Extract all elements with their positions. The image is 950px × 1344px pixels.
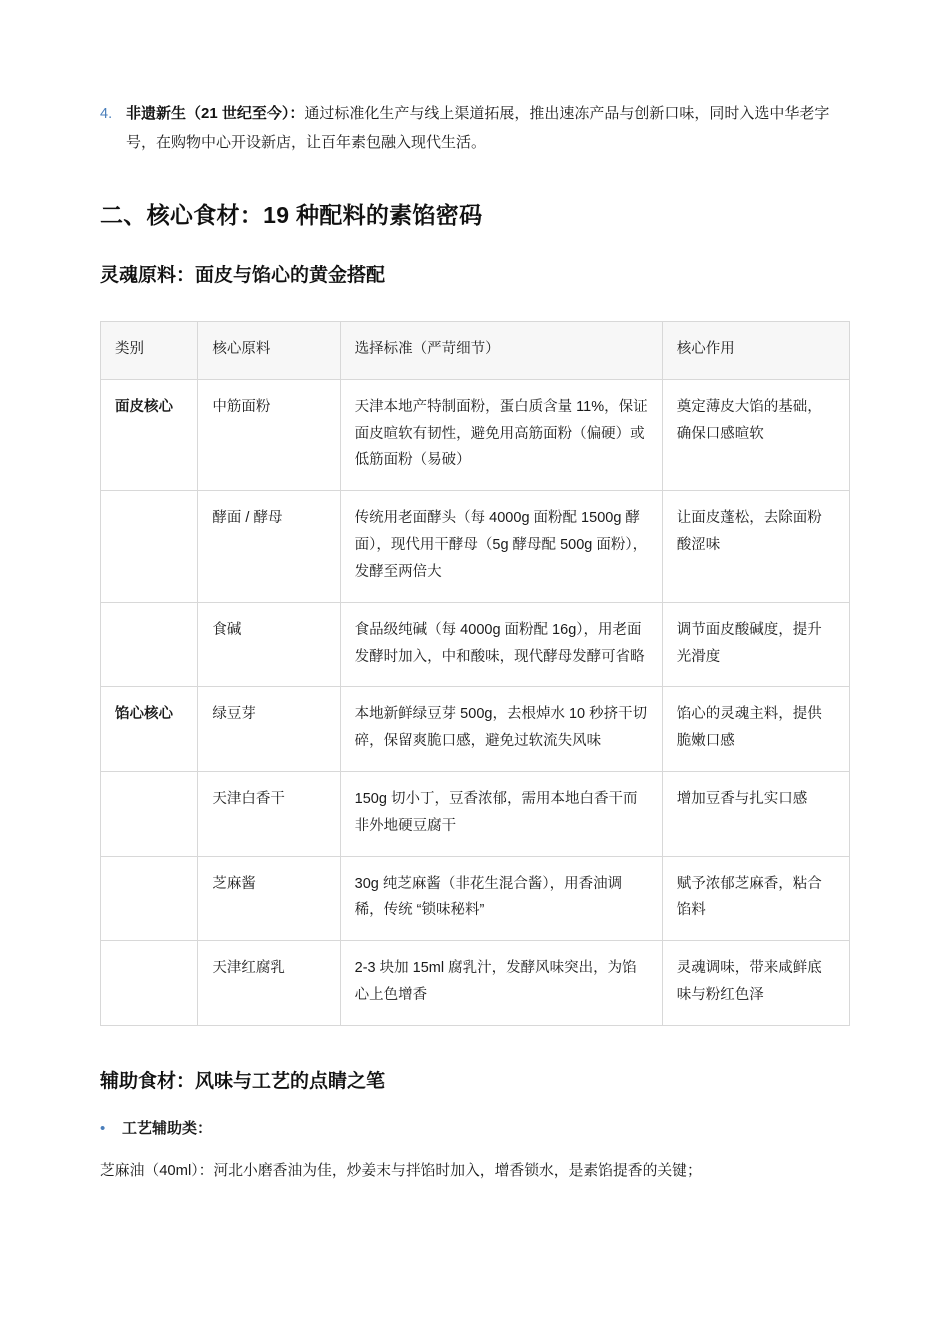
bullet-list <box>100 1115 850 1144</box>
table-cell-effect: 奠定薄皮大馅的基础，确保口感暄软 <box>662 379 849 490</box>
table-cell-category <box>101 602 198 687</box>
table-cell-material: 芝麻酱 <box>198 856 340 941</box>
table-body <box>101 379 850 1025</box>
table-row <box>101 856 850 941</box>
table-cell-standard: 食品级纯碱（每 4000g 面粉配 16g），用老面发酵时加入，中和酸味，现代酵母发酵可省略 <box>340 602 662 687</box>
table-cell-standard: 2-3 块加 15ml 腐乳汁，发酵风味突出，为馅心上色增香 <box>340 941 662 1026</box>
section-title: 二、核心食材：19 种配料的素馅密码 <box>100 202 483 228</box>
table-cell-standard: 天津本地产特制面粉，蛋白质含量 11%，保证面皮暄软有韧性，避免用高筋面粉（偏硬）或低筋面粉（易破） <box>340 379 662 490</box>
table-row <box>101 491 850 602</box>
table-header <box>101 322 850 380</box>
table-cell-effect: 调节面皮酸碱度，提升光滑度 <box>662 602 849 687</box>
table-row <box>101 687 850 772</box>
list-item-title: 非遗新生（21 世纪至今）： <box>126 105 305 122</box>
table-header-row <box>101 322 850 380</box>
table-row <box>101 602 850 687</box>
table-cell-effect: 馅心的灵魂主料，提供脆嫩口感 <box>662 687 849 772</box>
ingredients-table <box>100 321 850 1026</box>
table-cell-standard: 30g 纯芝麻酱（非花生混合酱），用香油调稀，传统 “锁味秘料” <box>340 856 662 941</box>
numbered-list-item <box>100 100 850 157</box>
table-cell-material: 天津白香干 <box>198 771 340 856</box>
table-row <box>101 941 850 1026</box>
table-cell-material: 中筋面粉 <box>198 379 340 490</box>
table-cell-standard: 传统用老面酵头（每 4000g 面粉配 1500g 酵面），现代用干酵母（5g 酵母配 500g 面粉），发酵至两倍大 <box>340 491 662 602</box>
list-item-text: 通过标准化生产与线上渠道拓展，推出速冻产品与创新口味，同时入选中华老字号，在购物中心开设新店，让百年素包融入现代生活。 <box>126 105 830 151</box>
table-header-cell-category: 类别 <box>101 322 198 380</box>
table-cell-category <box>101 856 198 941</box>
table-row <box>101 771 850 856</box>
body-paragraph: 芝麻油（40ml）：河北小磨香油为佳，炒姜末与拌馅时加入，增香锁水，是素馅提香的关键； <box>100 1163 702 1180</box>
table-cell-standard: 本地新鲜绿豆芽 500g，去根焯水 10 秒挤干切碎，保留爽脆口感，避免过软流失风味 <box>340 687 662 772</box>
table-cell-category <box>101 771 198 856</box>
table-cell-category <box>101 941 198 1026</box>
table-header-cell-standard: 选择标准（严苛细节） <box>340 322 662 380</box>
table-cell-effect: 让面皮蓬松，去除面粉酸涩味 <box>662 491 849 602</box>
subsection-title-secondary: 辅助食材：风味与工艺的点睛之笔 <box>100 1070 386 1092</box>
table-cell-material: 绿豆芽 <box>198 687 340 772</box>
table-cell-effect: 赋予浓郁芝麻香，粘合馅料 <box>662 856 849 941</box>
subsection-title: 灵魂原料：面皮与馅心的黄金搭配 <box>100 265 386 286</box>
table-cell-effect: 增加豆香与扎实口感 <box>662 771 849 856</box>
table-cell-material: 天津红腐乳 <box>198 941 340 1026</box>
bullet-label: 工艺辅助类： <box>122 1119 213 1137</box>
table-header-cell-material: 核心原料 <box>198 322 340 380</box>
list-item <box>100 1115 850 1144</box>
table-header-cell-effect: 核心作用 <box>662 322 849 380</box>
table-cell-material: 食碱 <box>198 602 340 687</box>
table-cell-standard: 150g 切小丁，豆香浓郁，需用本地白香干而非外地硬豆腐干 <box>340 771 662 856</box>
bullet-marker-icon: • <box>100 1119 106 1137</box>
table-row <box>101 379 850 490</box>
table-cell-material: 酵面 / 酵母 <box>198 491 340 602</box>
table-cell-category: 馅心核心 <box>101 687 198 772</box>
list-marker: 4. <box>100 106 113 122</box>
table-cell-category: 面皮核心 <box>101 379 198 490</box>
list-item-body <box>126 100 850 157</box>
table-cell-category <box>101 491 198 602</box>
table-cell-effect: 灵魂调味，带来咸鲜底味与粉红色泽 <box>662 941 849 1026</box>
